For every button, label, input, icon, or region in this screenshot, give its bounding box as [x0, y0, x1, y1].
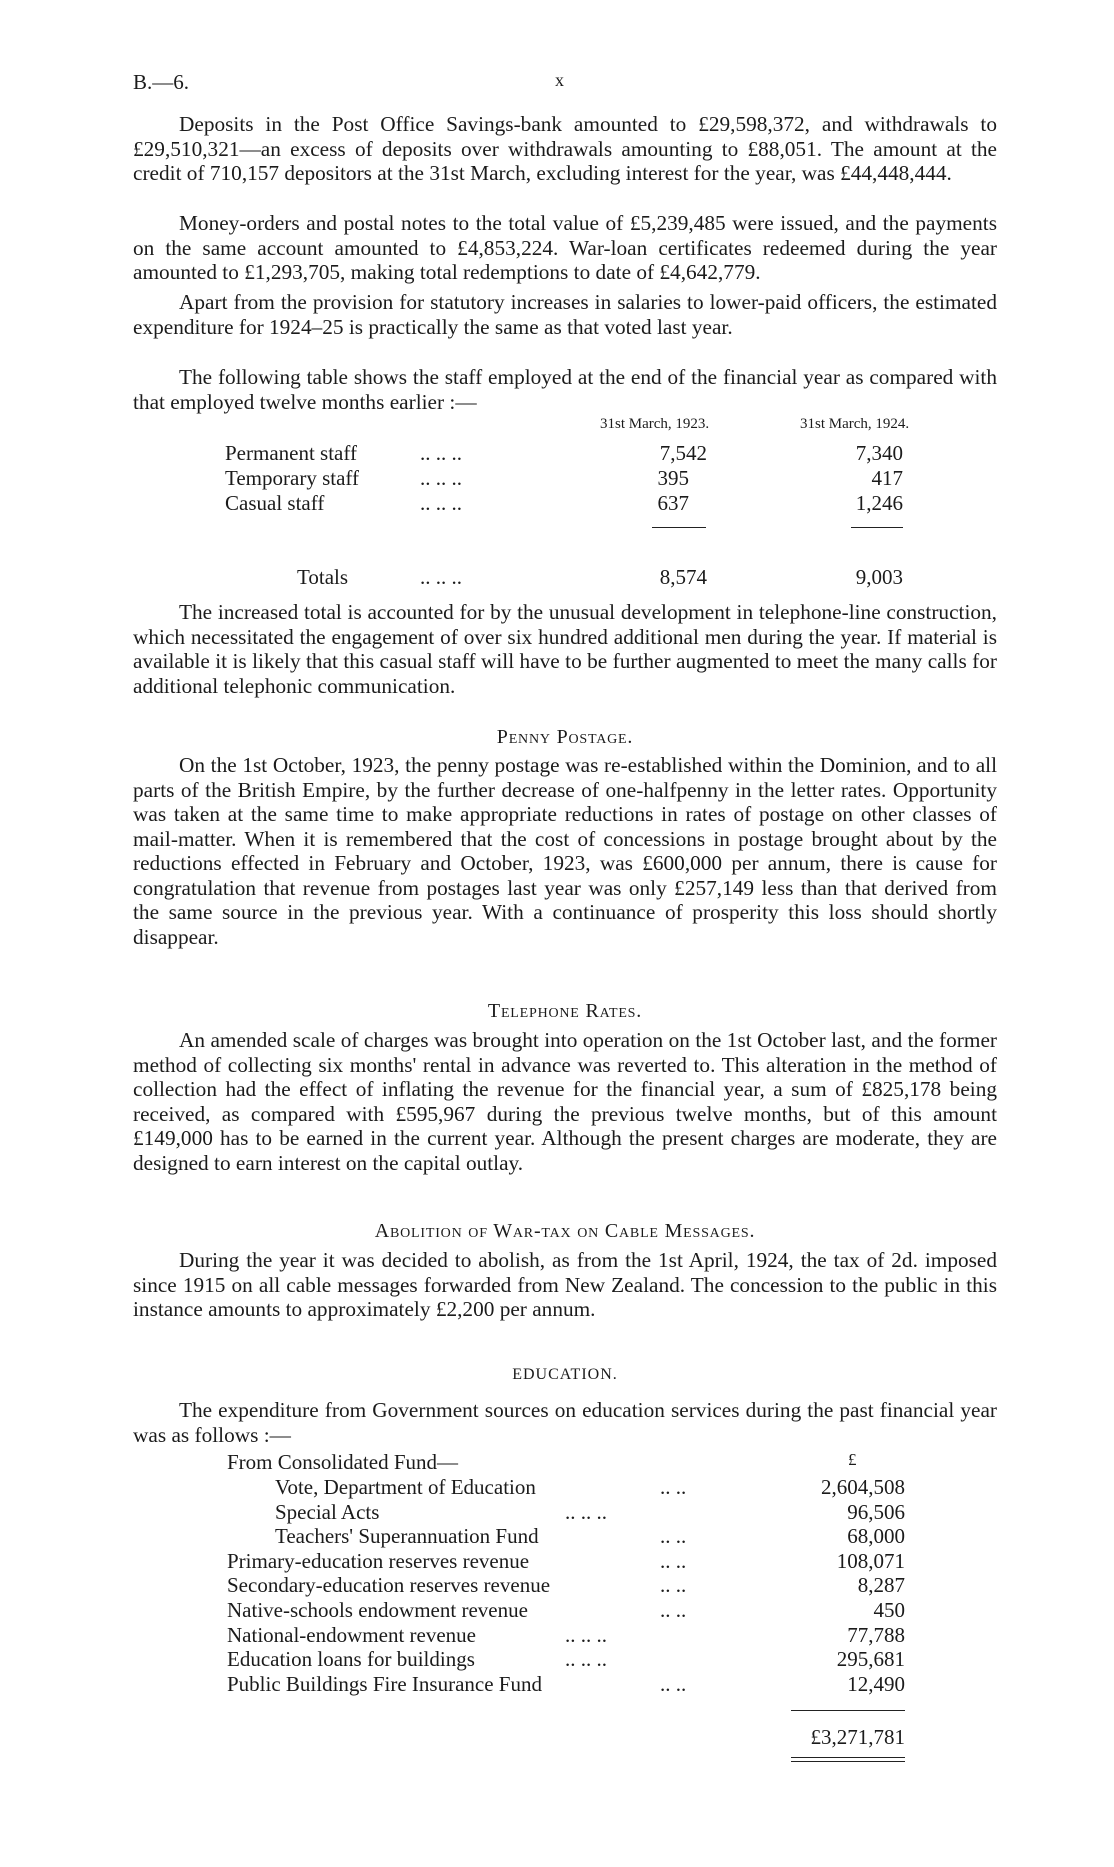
- staff-col-1923-header: 31st March, 1923.: [600, 416, 710, 432]
- staff-totals-row: [0, 565, 1114, 590]
- education-sum-rule: [791, 1710, 905, 1711]
- education-row: [0, 1475, 1114, 1500]
- education-row-label: Teachers' Superannuation Fund: [275, 1524, 539, 1549]
- leader-dots: .. ..: [660, 1573, 687, 1598]
- staff-total-1923: 8,574: [659, 565, 707, 589]
- staff-row-label: Temporary staff: [225, 466, 360, 490]
- education-row-label: Public Buildings Fire Insurance Fund: [227, 1671, 542, 1696]
- telephone-rates-section: [133, 1000, 997, 1023]
- staff-value-1923: 395: [657, 466, 689, 490]
- staff-value-1924: 7,340: [855, 441, 903, 465]
- education-section: [133, 1366, 997, 1384]
- education-group-row: [0, 1450, 1114, 1475]
- war-tax-section: [133, 1220, 997, 1243]
- education-row-value: 8,287: [857, 1573, 905, 1598]
- education-row-value: 96,506: [847, 1499, 905, 1524]
- staff-value-1923: 637: [657, 491, 689, 515]
- leader-dots: .. .. ..: [565, 1622, 607, 1647]
- telephone-rates-heading: Telephone Rates.: [487, 1000, 643, 1022]
- consolidated-fund-label: From Consolidated Fund—: [227, 1450, 459, 1474]
- staff-value-1924: 417: [871, 466, 903, 490]
- penny-postage-heading: Penny Postage.: [496, 726, 634, 748]
- education-row: [0, 1549, 1114, 1574]
- leader-dots: .. .. ..: [565, 1647, 607, 1672]
- staff-intro-paragraph: The following table shows the staff employed at the end of the financial year as compared with that employed twelve months earlier :—: [133, 365, 997, 414]
- education-row: [0, 1573, 1114, 1598]
- money-orders-paragraph: Money-orders and postal notes to the total value of £5,239,485 were issued, and the payments on the same account amounted to £4,853,224. War-loan certificates redeemed during the year amounted to £1,293,705, making total redemptions to date of £4,642,779.: [133, 211, 997, 284]
- page-number: x: [555, 70, 564, 90]
- education-double-rule-top: [791, 1757, 905, 1758]
- education-row: [0, 1647, 1114, 1672]
- war-tax-heading: Abolition of War-tax on Cable Messages.: [374, 1220, 756, 1242]
- education-row-label: Education loans for buildings: [227, 1647, 475, 1672]
- education-row-label: Primary-education reserves revenue: [227, 1548, 530, 1573]
- staff-total-1924: 9,003: [855, 565, 903, 589]
- education-row-value: 77,788: [847, 1622, 905, 1647]
- education-row: [0, 1598, 1114, 1623]
- staff-totals-label: Totals: [297, 565, 349, 589]
- education-row-value: 450: [873, 1598, 905, 1622]
- education-row-label: National-endowment revenue: [227, 1622, 476, 1647]
- education-row-value: 12,490: [847, 1671, 905, 1696]
- expenditure-paragraph: Apart from the provision for statutory increases in salaries to lower-paid officers, the estimated expenditure for 1924–25 is practically the same as that voted last year.: [133, 290, 997, 339]
- staff-value-1923: 7,542: [659, 441, 707, 465]
- staff-row: [0, 491, 1114, 516]
- education-row-value: 2,604,508: [821, 1475, 905, 1499]
- currency-symbol: £: [848, 1450, 857, 1469]
- telephone-rates-paragraph: An amended scale of charges was brought into operation on the 1st October last, and the former method of collecting six months' rental in advance was reverted to. This alteration in the method of collection had the effect of inflating the revenue for the financial year, a sum of £825,178 being received, as compared with £595,967 during the previous twelve months, but of this amount £149,000 has to be earned in the current year. Although the present charges are moderate, they are designed to earn interest on the capital outlay.: [133, 1028, 997, 1175]
- leader-dots: .. .. ..: [420, 466, 462, 490]
- education-row-value: 108,071: [836, 1548, 905, 1573]
- war-tax-paragraph: During the year it was decided to abolish, as from the 1st April, 1924, the tax of 2d. imposed since 1915 on all cable messages forwarded from New Zealand. The concession to the public in this instance amounts to approximately £2,200 per annum.: [133, 1248, 997, 1321]
- education-intro-paragraph: The expenditure from Government sources on education services during the past financial year was as follows :—: [133, 1398, 997, 1447]
- savings-bank-paragraph: Deposits in the Post Office Savings-bank amounted to £29,598,372, and withdrawals to £29,510,321—an excess of deposits over withdrawals amounting to £88,051. The amount at the credit of 710,157 depositors at the 31st March, excluding interest for the year, was £44,448,444.: [133, 112, 997, 185]
- staff-value-1924: 1,246: [855, 491, 903, 515]
- staff-1923-sum-rule: [652, 527, 706, 528]
- leader-dots: .. .. ..: [420, 441, 462, 465]
- education-row-label: Special Acts: [275, 1499, 380, 1524]
- education-row-label: Vote, Department of Education: [275, 1475, 536, 1499]
- leader-dots: .. ..: [660, 1671, 687, 1696]
- leader-dots: .. .. ..: [420, 565, 462, 589]
- page-reference: B.—6.: [133, 70, 190, 94]
- education-row: [0, 1672, 1114, 1697]
- leader-dots: .. ..: [660, 1524, 687, 1549]
- education-total-value: £3,271,781: [810, 1725, 905, 1749]
- education-row: [0, 1623, 1114, 1648]
- education-total-row: [0, 1725, 1114, 1750]
- staff-explanation-paragraph: The increased total is accounted for by the unusual development in telephone-line construction, which necessitated the engagement of over six hundred additional men during the year. If material is available it is likely that this casual staff will have to be further augmented to meet the many calls for additional telephonic communication.: [133, 600, 997, 698]
- education-row-value: 68,000: [847, 1524, 905, 1549]
- penny-postage-section: [133, 726, 997, 749]
- leader-dots: .. ..: [660, 1475, 687, 1499]
- leader-dots: .. ..: [660, 1548, 687, 1573]
- leader-dots: .. .. ..: [565, 1499, 607, 1524]
- education-row: [0, 1500, 1114, 1525]
- leader-dots: .. ..: [660, 1598, 687, 1622]
- education-row-label: Secondary-education reserves revenue: [227, 1573, 551, 1598]
- staff-row-label: Permanent staff: [225, 441, 357, 465]
- staff-col-1924-header: 31st March, 1924.: [800, 416, 910, 432]
- education-row: [0, 1524, 1114, 1549]
- staff-1924-sum-rule: [851, 527, 903, 528]
- education-row-label: Native-schools endowment revenue: [227, 1598, 528, 1622]
- education-heading: EDUCATION.: [512, 1366, 618, 1383]
- staff-row: [0, 466, 1114, 491]
- education-row-value: 295,681: [836, 1647, 905, 1672]
- penny-postage-paragraph: On the 1st October, 1923, the penny postage was re-established within the Dominion, and to all parts of the British Empire, by the further decrease of one-halfpenny in the letter rates. Opportunity was taken at the same time to make appropriate reductions in rates of postage on other classes of mail-matter. When it is remembered that the cost of concessions in postage brought about by the reductions effected in February and October, 1923, was £600,000 per annum, there is cause for congratulation that revenue from postages last year was only £257,149 less than that derived from the same source in the previous year. With a continuance of prosperity this loss should shortly disappear.: [133, 753, 997, 949]
- staff-row-label: Casual staff: [225, 491, 325, 515]
- education-double-rule-bottom: [791, 1761, 905, 1762]
- staff-row: [0, 441, 1114, 466]
- leader-dots: .. .. ..: [420, 491, 462, 515]
